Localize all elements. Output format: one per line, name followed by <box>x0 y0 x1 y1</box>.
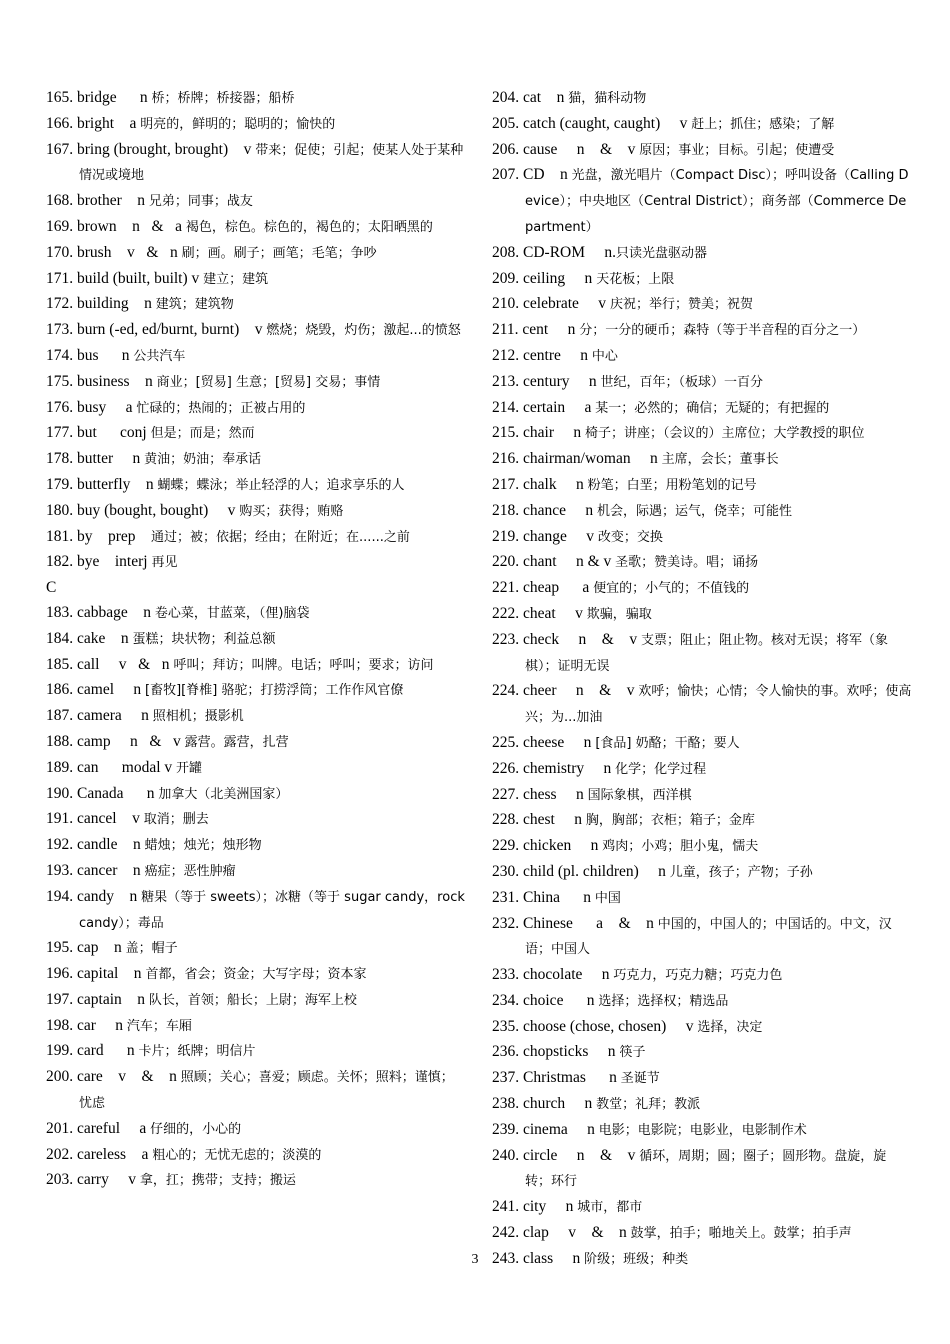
entry-headword: 220. chant n & v <box>492 553 616 571</box>
entry-headword: 195. cap n <box>46 939 126 957</box>
entry-headword: 175. business n <box>46 372 157 390</box>
entry-headword: 167. bring (brought, brought) v <box>46 140 256 158</box>
vocab-entry <box>46 1039 466 1065</box>
entry-definition: 阶级；班级；种类 <box>584 1251 689 1267</box>
vocab-entry <box>492 1040 912 1066</box>
entry-definition: 再见 <box>151 555 178 571</box>
vocab-entry <box>492 679 912 731</box>
entry-definition: 但是；而是；然而 <box>150 426 255 442</box>
entry-headword: 174. bus n <box>46 346 134 364</box>
vocab-entry <box>46 1117 466 1143</box>
vocab-entry <box>46 370 466 396</box>
vocab-entry <box>492 138 912 164</box>
entry-headword: 228. chest n <box>492 811 586 829</box>
vocab-entry <box>46 859 466 885</box>
section-letter: C <box>46 579 57 597</box>
vocab-entry <box>46 1143 466 1169</box>
entry-definition: 中国 <box>594 890 621 906</box>
entry-headword: 178. butter n <box>46 450 145 468</box>
vocab-entry <box>46 1065 466 1117</box>
vocab-entry <box>46 730 466 756</box>
entry-definition: 加拿大（北美洲国家） <box>158 786 289 802</box>
entry-headword: 235. choose (chose, chosen) v <box>492 1017 698 1035</box>
left-column <box>46 86 466 1194</box>
entry-headword: 188. camp n & v <box>46 732 185 750</box>
entry-definition: 某一；必然的；确信；无疑的；有把握的 <box>595 400 830 416</box>
vocab-entry <box>492 808 912 834</box>
entry-definition: 改变；交换 <box>597 529 663 545</box>
vocab-entry <box>492 602 912 628</box>
entry-headword: 186. camel n <box>46 681 146 699</box>
vocab-entry <box>492 834 912 860</box>
entry-headword: 216. chairman/woman n <box>492 450 662 468</box>
vocab-entry <box>46 807 466 833</box>
entry-headword: 182. bye interj <box>46 553 152 571</box>
entry-headword: 222. cheat v <box>492 604 587 622</box>
entry-definition: 庆祝；举行；赞美；祝贺 <box>609 297 753 313</box>
entry-headword: 192. candle n <box>46 836 145 854</box>
vocab-entry <box>46 885 466 937</box>
entry-headword: 172. building n <box>46 295 156 313</box>
entry-headword: 183. cabbage n <box>46 603 155 621</box>
entry-headword: 236. chopsticks n <box>492 1043 620 1061</box>
entry-headword: 213. century n <box>492 372 601 390</box>
entry-definition: 原因；事业；目标。引起；使遭受 <box>639 142 835 158</box>
entry-headword: 237. Christmas n <box>492 1069 621 1087</box>
entry-headword: 198. car n <box>46 1016 127 1034</box>
vocab-entry <box>46 86 466 112</box>
entry-definition: 刷；画。刷子；画笔；毛笔；争吵 <box>181 245 377 261</box>
entry-definition: 商业；[贸易] 生意；[贸易] 交易；事情 <box>156 374 381 390</box>
entry-definition: 赶上；抓住；感染；了解 <box>691 116 835 132</box>
vocab-entry <box>492 576 912 602</box>
entry-definition: 取消；删去 <box>143 812 209 828</box>
vocab-entry <box>46 962 466 988</box>
entry-headword: 181. by prep <box>46 527 152 545</box>
vocab-entry <box>46 704 466 730</box>
vocab-entry <box>492 783 912 809</box>
vocab-entry <box>492 267 912 293</box>
entry-headword: 243. class n <box>492 1249 585 1267</box>
entry-headword: 200. care v & n <box>46 1068 181 1086</box>
entry-definition: 圣歌；赞美诗。唱；诵扬 <box>615 555 759 571</box>
entry-headword: 221. cheap a <box>492 579 594 597</box>
vocab-entry <box>46 189 466 215</box>
entry-definition: 循环，周期；圆；圈子；圆形物。盘旋，旋转；环行 <box>525 1148 887 1190</box>
entry-headword: 165. bridge n <box>46 89 152 106</box>
entry-definition: 便宜的；小气的；不值钱的 <box>593 581 750 597</box>
entry-headword: 179. butterfly n <box>46 475 158 493</box>
entry-definition: 天花板；上限 <box>596 271 675 287</box>
vocab-entry <box>46 988 466 1014</box>
entry-definition: 褐色，棕色。棕色的，褐色的；太阳晒黑的 <box>185 219 433 235</box>
entry-headword: 224. cheer n & v <box>492 682 639 700</box>
entry-definition: 盖；帽子 <box>125 941 178 957</box>
entry-headword: 211. cent n <box>492 321 580 339</box>
entry-definition: 队长，首领；船长；上尉；海军上校 <box>148 992 357 1008</box>
entry-definition: 照顾；关心；喜爱；顾虑。关怀；照料；谨慎；忧虑 <box>79 1070 454 1112</box>
vocab-entry <box>492 550 912 576</box>
entry-definition: 忙碌的；热闹的；正被占用的 <box>136 400 306 416</box>
entry-definition: 拿，扛；携带；支持；搬运 <box>139 1173 296 1189</box>
entry-definition: 建立；建筑 <box>203 271 269 287</box>
entry-definition: 购买；获得；贿赂 <box>239 503 344 519</box>
entry-headword: 208. CD-ROM n. <box>492 243 617 261</box>
entry-definition: 鼓掌，拍手；啪地关上。鼓掌；拍手声 <box>630 1226 852 1242</box>
vocab-entry <box>492 757 912 783</box>
entry-definition: 黄油；奶油；奉承话 <box>144 452 262 468</box>
entry-definition: 猫，猫科动物 <box>568 91 647 106</box>
vocab-entry <box>492 370 912 396</box>
vocab-entry <box>492 344 912 370</box>
vocab-entry <box>492 318 912 344</box>
entry-definition: 蜡烛；烛光；烛形物 <box>144 838 262 854</box>
vocab-entry <box>492 396 912 422</box>
entry-definition: 卷心菜，甘蓝菜，（俚)脑袋 <box>154 605 310 621</box>
vocab-entry <box>46 396 466 422</box>
entry-definition: 兄弟；同事；战友 <box>148 194 253 210</box>
vocab-entry <box>492 886 912 912</box>
page-number: 3 <box>471 1252 479 1267</box>
vocab-entry <box>492 1221 912 1247</box>
entry-headword: 173. burn (-ed, ed/burnt, burnt) v <box>46 321 267 339</box>
entry-definition: 国际象棋，西洋棋 <box>587 787 692 803</box>
entry-headword: 199. card n <box>46 1042 139 1060</box>
entry-definition: 明亮的，鲜明的；聪明的；愉快的 <box>140 116 336 132</box>
entry-headword: 234. choice n <box>492 991 599 1009</box>
vocab-entry <box>492 112 912 138</box>
vocab-entry <box>46 112 466 138</box>
entry-headword: 190. Canada n <box>46 784 159 802</box>
entry-definition: 卡片；纸牌；明信片 <box>138 1044 256 1060</box>
entry-definition: 支票；阻止；阻止物。核对无误；将军（象棋）；证明无误 <box>525 632 888 674</box>
entry-definition: 照相机；摄影机 <box>152 709 244 725</box>
vocab-entry <box>46 215 466 241</box>
vocab-entry <box>492 421 912 447</box>
entry-headword: 223. check n & v <box>492 630 641 648</box>
entry-definition: 蝴蝶；蝶泳；举止轻浮的人；追求享乐的人 <box>157 477 405 493</box>
entry-headword: 168. brother n <box>46 192 149 210</box>
vocab-entry <box>492 989 912 1015</box>
vocab-entry <box>46 421 466 447</box>
entry-headword: 180. buy (bought, bought) v <box>46 501 240 519</box>
vocab-entry <box>46 627 466 653</box>
entry-headword: 203. carry v <box>46 1171 140 1189</box>
entry-definition: 鸡肉；小鸡；胆小鬼，懦夫 <box>602 839 759 855</box>
entry-definition: 欺骗，骗取 <box>586 606 652 622</box>
entry-definition: 燃烧；烧毁，灼伤；激起...的愤怒 <box>266 323 461 339</box>
entry-headword: 238. church n <box>492 1095 597 1113</box>
entry-headword: 202. careless a <box>46 1145 153 1163</box>
entry-definition: 露营。露营，扎营 <box>184 734 289 750</box>
vocab-entry <box>492 292 912 318</box>
vocab-entry <box>492 499 912 525</box>
entry-headword: 169. brown n & a <box>46 217 186 235</box>
vocab-entry <box>46 318 466 344</box>
vocab-entry <box>46 292 466 318</box>
vocab-entry <box>492 473 912 499</box>
vocab-entry <box>492 525 912 551</box>
entry-headword: 171. build (built, built) v <box>46 269 204 287</box>
entry-headword: 230. child (pl. children) n <box>492 862 670 880</box>
entry-headword: 196. capital n <box>46 965 146 983</box>
vocab-entry <box>492 163 912 240</box>
vocab-entry <box>492 86 912 112</box>
entry-definition: 粗心的；无忧无虑的；淡漠的 <box>152 1147 322 1163</box>
entry-definition: 开罐 <box>176 760 203 776</box>
vocab-entry <box>492 1144 912 1196</box>
vocab-entry <box>46 267 466 293</box>
entry-definition: [畜牧][脊椎] 骆驼；打捞浮筒；工作作风官僚 <box>145 683 404 699</box>
entry-headword: 166. bright a <box>46 114 141 132</box>
vocab-entry <box>46 550 466 576</box>
entry-definition: 化学；化学过程 <box>615 761 707 777</box>
entry-definition: 呼叫；拜访；叫牌。电话；呼叫；要求；访问 <box>173 657 434 673</box>
entry-definition: 中心 <box>591 348 618 364</box>
entry-definition: 汽车；车厢 <box>126 1018 192 1034</box>
entry-definition: 桥；桥牌；桥接器；船桥 <box>151 91 295 106</box>
entry-headword: 226. chemistry n <box>492 759 616 777</box>
entry-definition: 儿童，孩子；产物；子孙 <box>669 864 813 880</box>
entry-headword: 214. certain a <box>492 398 596 416</box>
entry-definition: 机会，际遇；运气，侥幸；可能性 <box>597 503 793 519</box>
entry-definition: 选择；选择权；精选品 <box>598 993 729 1009</box>
vocab-entry <box>492 1015 912 1041</box>
vocab-entry <box>46 1168 466 1194</box>
entry-headword: 170. brush v & n <box>46 243 182 261</box>
entry-definition: 公共汽车 <box>133 348 186 364</box>
entry-definition: 世纪，百年；（板球）一百分 <box>600 374 763 390</box>
vocab-entry <box>46 138 466 190</box>
entry-headword: 205. catch (caught, caught) v <box>492 114 692 132</box>
entry-headword: 189. can modal v <box>46 758 177 776</box>
entry-headword: 177. but conj <box>46 424 151 442</box>
entry-headword: 176. busy a <box>46 398 137 416</box>
entry-definition: 欢呼；愉快；心情；令人愉快的事。欢呼；使高兴；为...加油 <box>525 684 912 726</box>
vocab-entry <box>492 912 912 964</box>
entry-definition: 只读光盘驱动器 <box>616 245 708 261</box>
entry-headword: 232. Chinese a & n <box>492 914 658 932</box>
entry-definition: 教堂；礼拜；教派 <box>596 1097 701 1113</box>
entry-definition: 筷子 <box>619 1045 646 1061</box>
vocab-entry <box>46 241 466 267</box>
entry-headword: 207. CD n <box>492 166 572 184</box>
entry-definition: 癌症；恶性肿瘤 <box>144 863 236 879</box>
entry-definition: 分；一分的硬币；森特（等于半音程的百分之一） <box>579 323 866 339</box>
entry-headword: 209. ceiling n <box>492 269 597 287</box>
entry-definition: 电影；电影院；电影业，电影制作术 <box>598 1122 807 1138</box>
vocab-entry <box>46 447 466 473</box>
vocab-entry <box>46 344 466 370</box>
vocab-entry <box>46 499 466 525</box>
vocab-entry <box>492 628 912 680</box>
entry-headword: 193. cancer n <box>46 861 145 879</box>
vocab-entry <box>492 1195 912 1221</box>
vocab-entry <box>492 447 912 473</box>
entry-definition: 糖果（等于 sweets）；冰糖（等于 sugar candy，rock candy）；毒品 <box>79 889 465 931</box>
entry-headword: 241. city n <box>492 1198 578 1216</box>
entry-definition: 主席，会长；董事长 <box>661 452 779 468</box>
entry-definition: 城市，都市 <box>577 1200 643 1216</box>
vocab-entry <box>46 601 466 627</box>
entry-headword: 187. camera n <box>46 707 153 725</box>
vocab-entry <box>46 525 466 551</box>
entry-headword: 218. chance n <box>492 501 598 519</box>
vocab-entry <box>46 782 466 808</box>
entry-headword: 231. China n <box>492 888 595 906</box>
vocab-entry <box>492 1118 912 1144</box>
entry-definition: 选择，决定 <box>697 1019 763 1035</box>
vocab-entry <box>492 963 912 989</box>
entry-definition: 椅子；讲座；（会议的）主席位；大学教授的职位 <box>584 426 865 442</box>
entry-definition: 带来；促使；引起；使某人处于某种情况或境地 <box>79 142 464 184</box>
entry-definition: 圣诞节 <box>620 1071 660 1087</box>
vocab-entry <box>492 241 912 267</box>
vocab-entry <box>46 756 466 782</box>
vocab-entry <box>492 1092 912 1118</box>
right-column <box>492 86 912 1273</box>
vocab-entry <box>46 473 466 499</box>
entry-headword: 204. cat n <box>492 89 569 106</box>
vocab-entry <box>492 731 912 757</box>
entry-definition: 首都，省会；资金；大写字母；资本家 <box>145 967 367 983</box>
entry-headword: 210. celebrate v <box>492 295 610 313</box>
entry-headword: 225. cheese n <box>492 733 596 751</box>
entry-headword: 240. circle n & v <box>492 1146 640 1164</box>
entry-headword: 227. chess n <box>492 785 588 803</box>
entry-headword: 219. change v <box>492 527 598 545</box>
vocab-entry <box>46 936 466 962</box>
entry-headword: 215. chair n <box>492 424 585 442</box>
entry-headword: 184. cake n <box>46 629 133 647</box>
entry-definition: 光盘，激光唱片（Compact Disc）；呼叫设备（Calling Device）；中央地区（Central District）；商务部（Commerce Department） <box>525 168 909 235</box>
entry-definition: 通过；被；依据；经由；在附近；在......之前 <box>151 529 410 545</box>
entry-headword: 239. cinema n <box>492 1120 599 1138</box>
entry-definition: 胸，胸部；衣柜；箱子；金库 <box>585 813 755 829</box>
entry-definition: 蛋糕；块状物；利益总额 <box>132 631 276 647</box>
entry-headword: 201. careful a <box>46 1119 151 1137</box>
vocab-entry <box>492 860 912 886</box>
entry-headword: 206. cause n & v <box>492 140 640 158</box>
entry-headword: 229. chicken n <box>492 837 603 855</box>
entry-definition: [食品] 奶酪；干酪；要人 <box>595 735 740 751</box>
entry-definition: 建筑；建筑物 <box>155 297 234 313</box>
entry-headword: 191. cancel v <box>46 810 144 828</box>
vocab-entry <box>46 653 466 679</box>
vocab-entry <box>492 1066 912 1092</box>
vocab-entry <box>46 833 466 859</box>
vocab-entry <box>46 678 466 704</box>
entry-definition: 仔细的，小心的 <box>150 1121 242 1137</box>
entry-headword: 217. chalk n <box>492 475 588 493</box>
entry-definition: 巧克力，巧克力糖；巧克力色 <box>613 968 783 984</box>
entry-headword: 197. captain n <box>46 990 149 1008</box>
vocab-entry <box>46 1014 466 1040</box>
entry-headword: 212. centre n <box>492 346 592 364</box>
entry-headword: 194. candy n <box>46 887 142 905</box>
entry-headword: 242. clap v & n <box>492 1224 631 1242</box>
entry-headword: 185. call v & n <box>46 655 174 673</box>
entry-definition: 粉笔；白垩；用粉笔划的记号 <box>587 477 757 493</box>
entry-headword: 233. chocolate n <box>492 966 614 984</box>
entry-definition: 中国的，中国人的；中国话的。中文，汉语；中国人 <box>525 916 892 958</box>
